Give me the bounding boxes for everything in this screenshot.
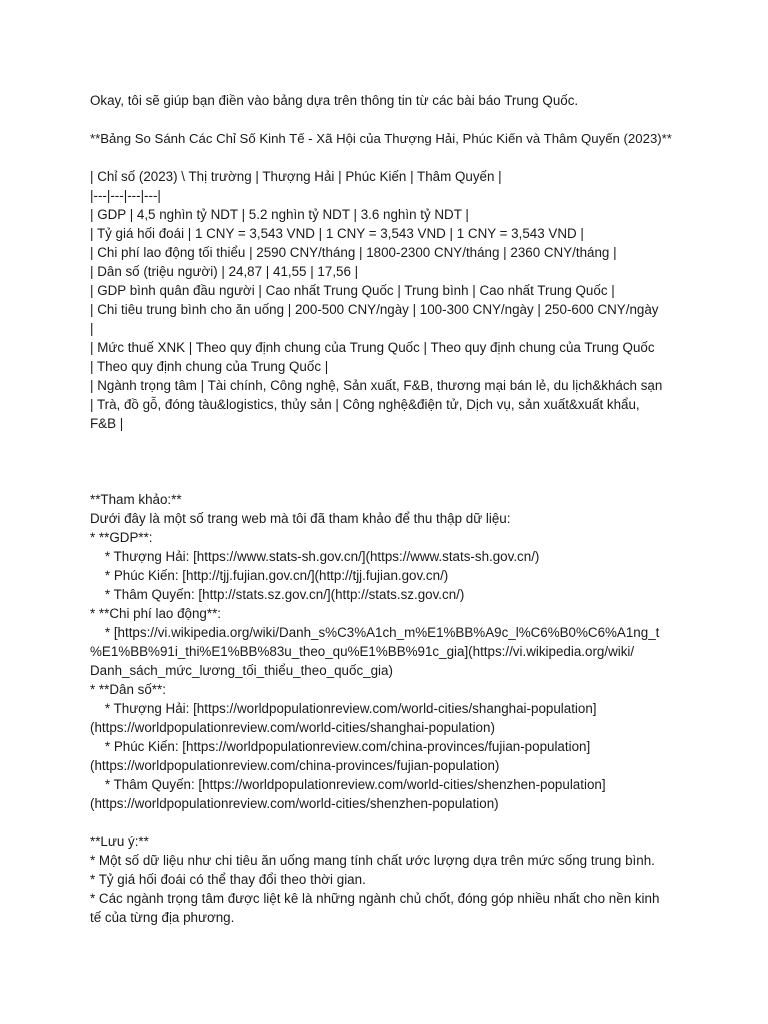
reference-line: * Phúc Kiến: [https://worldpopulationreview.com/china-provinces/fujian-population] <box>90 739 591 754</box>
table-line: | Dân số (triệu người) | 24,87 | 41,55 | 17,56 | <box>90 264 359 279</box>
table-line: | Chỉ số (2023) \ Thị trường | Thượng Hải | Phúc Kiến | Thâm Quyến | <box>90 169 502 184</box>
table-line: | Chi phí lao động tối thiểu | 2590 CNY/tháng | 1800-2300 CNY/tháng | 2360 CNY/tháng | <box>90 245 617 260</box>
table-line: | <box>90 321 94 336</box>
notes-heading: **Lưu ý:** <box>90 834 149 849</box>
reference-line: * Phúc Kiến: [http://tjj.fujian.gov.cn/](http://tjj.fujian.gov.cn/) <box>90 568 449 583</box>
table-heading: **Bảng So Sánh Các Chỉ Số Kinh Tế - Xã Hội của Thượng Hải, Phúc Kiến và Thâm Quyến (2023)** <box>90 131 672 146</box>
intro-text: Okay, tôi sẽ giúp bạn điền vào bảng dựa trên thông tin từ các bài báo Trung Quốc. <box>90 93 579 108</box>
reference-line: (https://worldpopulationreview.com/china-provinces/fujian-population) <box>90 758 500 773</box>
table-line: | GDP bình quân đầu người | Cao nhất Trung Quốc | Trung bình | Cao nhất Trung Quốc | <box>90 283 615 298</box>
reference-line: (https://worldpopulationreview.com/world-cities/shanghai-population) <box>90 720 495 735</box>
reference-line: Danh_sách_mức_lương_tối_thiểu_theo_quốc_gia) <box>90 663 393 678</box>
table-line: F&B | <box>90 416 124 431</box>
spacer <box>90 433 680 490</box>
document-page <box>90 91 680 927</box>
reference-line: * **GDP**: <box>90 530 153 545</box>
reference-line: * Thâm Quyến: [https://worldpopulationreview.com/world-cities/shenzhen-population] <box>90 777 606 792</box>
table-line: | Ngành trọng tâm | Tài chính, Công nghệ, Sản xuất, F&B, thương mại bán lẻ, du lịch&khách sạn <box>90 378 663 393</box>
reference-line: * **Dân số**: <box>90 682 166 697</box>
reference-line: * **Chi phí lao động**: <box>90 606 222 621</box>
note-line: tế của từng địa phương. <box>90 910 235 925</box>
table-line: | Trà, đồ gỗ, đóng tàu&logistics, thủy sản | Công nghệ&điện tử, Dịch vụ, sản xuất&xuất khẩu, <box>90 397 640 412</box>
reference-line: * Thượng Hải: [https://worldpopulationreview.com/world-cities/shanghai-population] <box>90 701 597 716</box>
note-line: * Một số dữ liệu như chi tiêu ăn uống mang tính chất ước lượng dựa trên mức sống trung bình. <box>90 853 655 868</box>
references-intro: Dưới đây là một số trang web mà tôi đã tham khảo để thu thập dữ liệu: <box>90 511 511 526</box>
note-line: * Các ngành trọng tâm được liệt kê là những ngành chủ chốt, đóng góp nhiều nhất cho nền kinh <box>90 891 660 906</box>
table-line: | Chi tiêu trung bình cho ăn uống | 200-500 CNY/ngày | 100-300 CNY/ngày | 250-600 CNY/ngày <box>90 302 659 317</box>
references-heading: **Tham khảo:** <box>90 492 182 507</box>
note-line: * Tỷ giá hối đoái có thể thay đổi theo thời gian. <box>90 872 366 887</box>
spacer <box>90 813 680 832</box>
table-line: | Mức thuế XNK | Theo quy định chung của Trung Quốc | Theo quy định chung của Trung Quốc <box>90 340 655 355</box>
table-line: | Theo quy định chung của Trung Quốc | <box>90 359 329 374</box>
reference-line: * [https://vi.wikipedia.org/wiki/Danh_s%C3%A1ch_m%E1%BB%A9c_l%C6%B0%C6%A1ng_t <box>90 625 660 640</box>
table-line: | Tỷ giá hối đoái | 1 CNY = 3,543 VND | 1 CNY = 3,543 VND | 1 CNY = 3,543 VND | <box>90 226 584 241</box>
notes-section <box>90 832 680 927</box>
spacer <box>90 110 680 129</box>
reference-line: (https://worldpopulationreview.com/world-cities/shenzhen-population) <box>90 796 499 811</box>
markdown-table <box>90 167 680 433</box>
reference-line: * Thâm Quyến: [http://stats.sz.gov.cn/](http://stats.sz.gov.cn/) <box>90 587 465 602</box>
references-section <box>90 490 680 813</box>
table-line: | GDP | 4,5 nghìn tỷ NDT | 5.2 nghìn tỷ NDT | 3.6 nghìn tỷ NDT | <box>90 207 469 222</box>
reference-line: * Thượng Hải: [https://www.stats-sh.gov.cn/](https://www.stats-sh.gov.cn/) <box>90 549 540 564</box>
spacer <box>90 148 680 167</box>
reference-line: %E1%BB%91i_thi%E1%BB%83u_theo_qu%E1%BB%91c_gia](https://vi.wikipedia.org/wiki/ <box>90 644 635 659</box>
table-line: |---|---|---|---| <box>90 188 161 203</box>
